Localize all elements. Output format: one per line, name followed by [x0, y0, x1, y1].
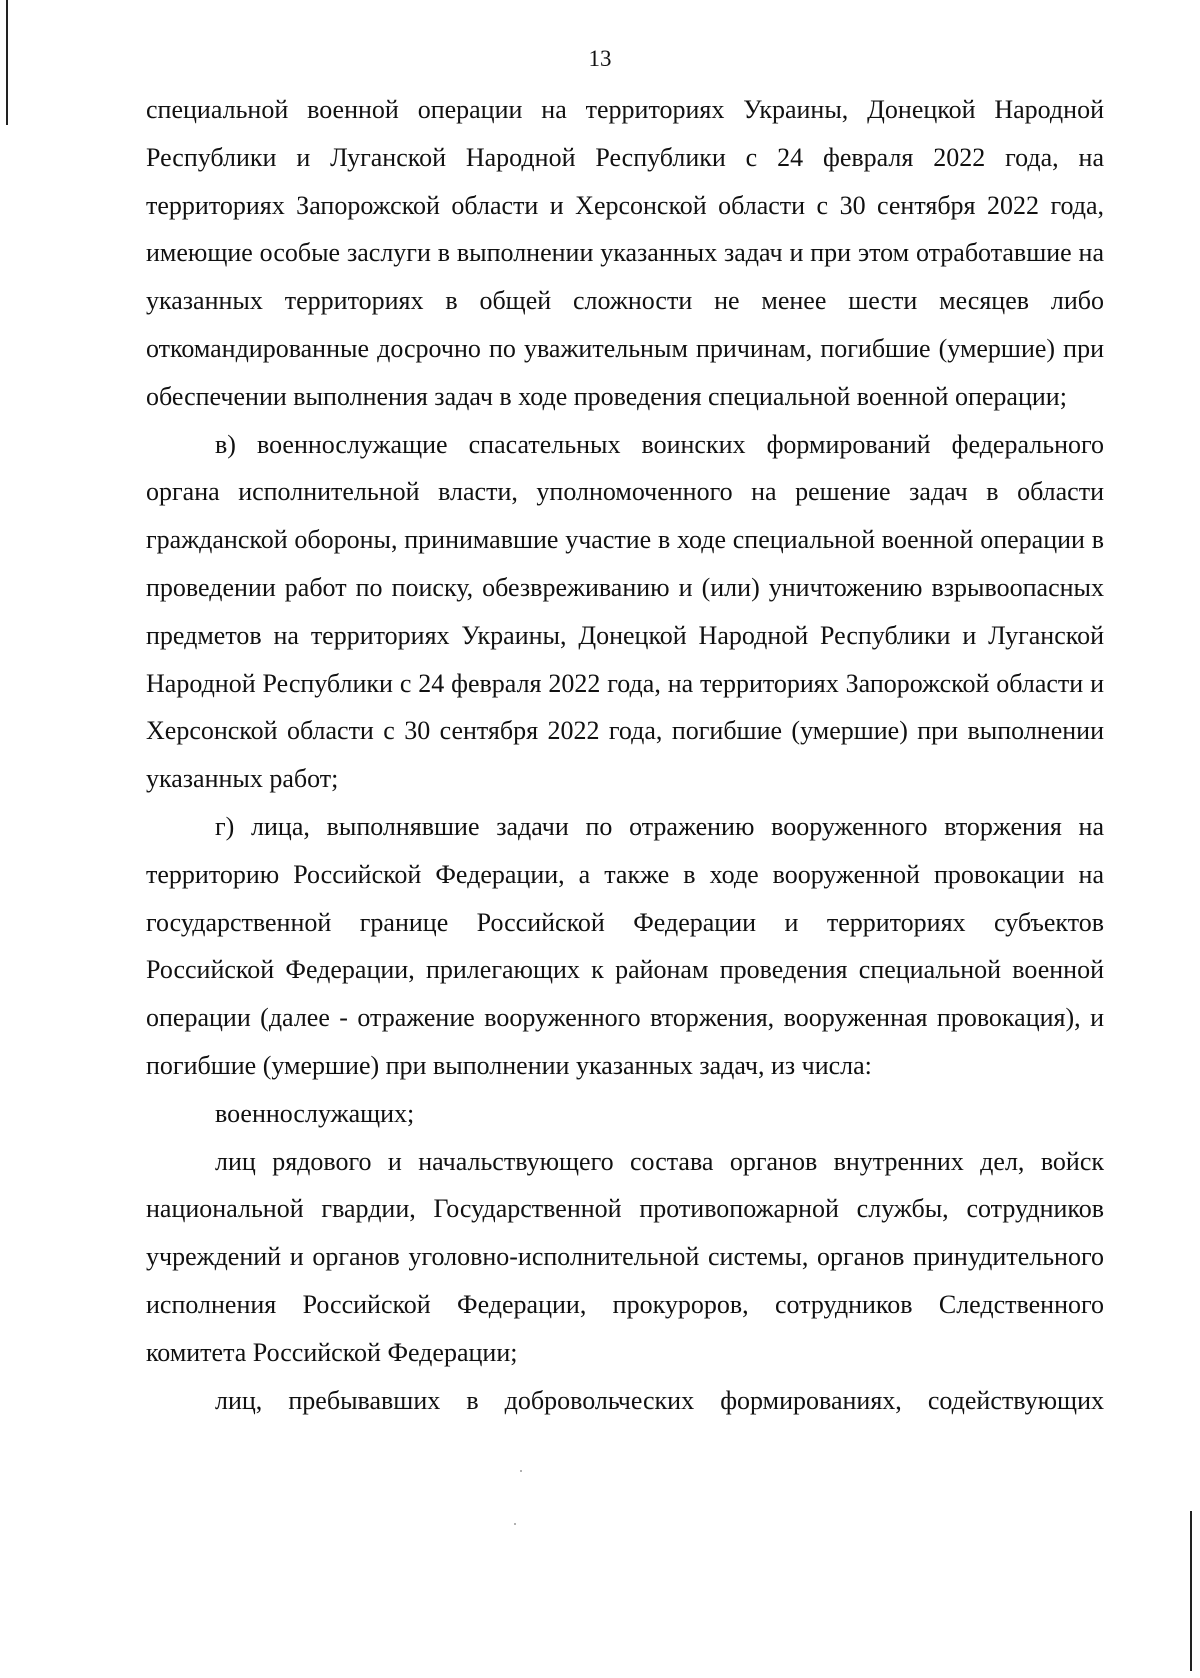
paragraph-volunteers: лиц, пребывавших в добровольческих формированиях, содействующих: [215, 1385, 1104, 1415]
page-number: 13: [588, 46, 612, 71]
paragraph-item-g: г) лица, выполнявшие задачи по отражению вооруженного вторжения на территорию Российской Федерации, а также в ходе вооруженной провокации на государственной границе Российской Федерации и территориях субъектов Российской Федерации, прилегающих к районам проведения специальной военной операции (далее - отражение вооруженного вторжения, вооруженная провокация), и погибшие (умершие) при выполнении указанных задач, из числа:: [146, 811, 1104, 1080]
paragraph-item-v: в) военнослужащие спасательных воинских формирований федерального органа исполнительной власти, уполномоченного на решение задач в области гражданской обороны, принимавшие участие в ходе специальной военной операции в проведении работ по поиску, обезвреживанию и (или) уничтожению взрывоопасных предметов на территориях Украины, Донецкой Народной Республики и Луганской Народной Республики с 24 февраля 2022 года, на территориях Запорожской области и Херсонской области с 30 сентября 2022 года, погибшие (умершие) при выполнении указанных работ;: [146, 429, 1104, 794]
paragraph-personnel: лиц рядового и начальствующего состава органов внутренних дел, войск национальной гвардии, Государственной противопожарной службы, сотрудников учреждений и органов уголовно-исполнительной системы, органов принудительного исполнения Российской Федерации, прокуроров, сотрудников Следственного комитета Российской Федерации;: [146, 1146, 1104, 1367]
scan-speck: [520, 1470, 522, 1472]
paragraph-continuation: специальной военной операции на территориях Украины, Донецкой Народной Республики и Луганской Народной Республики с 24 февраля 2022 года, на территориях Запорожской области и Херсонской области с 30 сентября 2022 года, имеющие особые заслуги в выполнении указанных задач и при этом отработавшие на указанных территориях в общей сложности не менее шести месяцев либо откомандированные досрочно по уважительным причинам, погибшие (умершие) при обеспечении выполнения задач в ходе проведения специальной военной операции;: [146, 95, 1104, 411]
paragraph-servicemen: военнослужащих;: [215, 1098, 415, 1128]
scan-speck: [514, 1523, 516, 1525]
scan-edge-mark-right: [1190, 1511, 1192, 1671]
document-body: [146, 86, 1104, 1424]
